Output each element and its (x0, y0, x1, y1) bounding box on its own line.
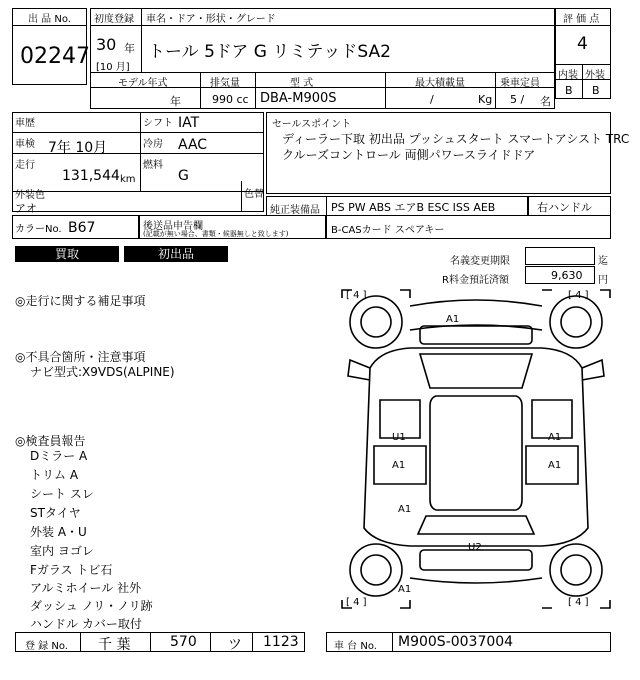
name-change-label: 名義変更期限 (450, 256, 510, 267)
chassis-number: M900S-0037004 (398, 634, 514, 650)
car-damage-diagram (340, 288, 612, 610)
reg-class: 570 (170, 634, 197, 650)
tire-front-left-label: [ 4 ] (346, 290, 367, 301)
inspector-item: STタイヤ (30, 506, 81, 520)
sales-point-line1: ディーラー下取 初出品 プッシュスタート スマートアシスト TRC (282, 132, 630, 146)
divider (255, 72, 256, 109)
lot-label: 出 品 No. (28, 14, 71, 25)
exterior-grade: B (592, 84, 600, 97)
car-name-label: 車名・ドア・形状・グレード (146, 14, 276, 25)
first-reg-label: 初度登録 (94, 14, 134, 25)
exterior-label: 外装 (585, 70, 605, 81)
fuel: G (178, 168, 189, 184)
max-load-label: 最大積載量 (415, 78, 465, 89)
mileage-label: 走行 (15, 160, 35, 171)
shift-label: シフト (143, 118, 173, 129)
model-year-label: モデル年式 (118, 78, 168, 89)
inspector-title: ◎検査員報告 (15, 434, 86, 448)
ac: AAC (178, 137, 208, 153)
damage-mark: A1 (398, 504, 412, 515)
name-change-unit: 迄 (598, 256, 608, 267)
recycle-label: R料金預託済額 (442, 275, 509, 286)
color-label: 外装色 (15, 190, 45, 201)
inspector-item: Dミラー A (30, 449, 88, 463)
divider (12, 191, 264, 192)
mileage-unit: km (120, 174, 136, 185)
sales-point-line2: クルーズコントロール 両側パワースライドドア (282, 148, 536, 162)
tire-front-right-label: [ 4 ] (568, 290, 589, 301)
divider (385, 72, 386, 109)
capacity-label: 乗車定員 (500, 78, 540, 89)
divider (392, 632, 393, 652)
divider (495, 72, 496, 109)
handle: 右ハンドル (537, 201, 592, 214)
model-code: DBA-M900S (260, 91, 337, 106)
equip-list: PS PW ABS エアB ESC ISS AEB (331, 201, 496, 214)
color-no-label: カラーNo. (15, 224, 62, 235)
divider (252, 632, 253, 652)
history-label: 車歴 (15, 118, 35, 129)
mileage: 131,544 (62, 168, 120, 184)
after-note: (記載が無い場合、書類・候器無しと致します) (143, 230, 289, 238)
model-year-unit: 年 (170, 95, 181, 108)
interior-label: 内装 (558, 70, 578, 81)
first-reg-month: [10 月] (96, 62, 130, 73)
shift: IAT (178, 115, 200, 131)
car-name: トール 5ドア G リミテッドSA2 (148, 42, 391, 62)
color: アオ (15, 202, 37, 215)
defect-title: ◎不具合箇所・注意事項 (15, 350, 146, 364)
damage-mark: A1 (398, 584, 412, 595)
damage-mark: A1 (548, 432, 562, 443)
details-block (12, 112, 264, 212)
fuel-label: 燃料 (143, 160, 163, 171)
divider (12, 132, 264, 133)
inspector-item: 外装 A・U (30, 525, 87, 539)
damage-mark: A1 (446, 314, 460, 325)
divider (200, 72, 201, 109)
color-change-label: 色替 (244, 189, 264, 200)
capacity-unit: 名 (540, 95, 551, 108)
tire-rear-left-label: [ 4 ] (346, 597, 367, 608)
inspection-label: 車検 (15, 139, 35, 150)
sales-point-label: セールスポイント (272, 119, 352, 130)
ac-label: 冷房 (143, 139, 163, 150)
damage-mark: A1 (392, 460, 406, 471)
damage-mark: U2 (468, 542, 482, 553)
lot-number: 02247 (20, 44, 90, 69)
extra-equip: B-CASカード スペアキー (331, 225, 445, 236)
inspector-item: 室内 ヨゴレ (30, 544, 94, 558)
divider (241, 181, 242, 212)
chassis-label: 車 台 No. (334, 641, 377, 652)
equip-label: 純正装備品 (270, 205, 320, 216)
damage-mark: A1 (548, 460, 562, 471)
model-label: 型 式 (290, 78, 314, 89)
damage-mark: U1 (392, 432, 406, 443)
color-no: B67 (68, 220, 96, 236)
capacity: 5 / (510, 93, 525, 106)
max-load: / (430, 93, 434, 106)
recycle-value: 9,630 (551, 269, 583, 282)
inspection: 7年 10月 (48, 140, 108, 156)
eval-label: 評 価 点 (563, 14, 600, 25)
inspector-item: ハンドル カバー取付 (30, 617, 142, 631)
recycle-unit: 円 (598, 275, 608, 286)
divider (80, 632, 81, 652)
displacement-label: 排気量 (210, 78, 240, 89)
name-change-value-cell (525, 247, 595, 265)
defect-line: ナビ型式:X9VDS(ALPINE) (30, 365, 175, 379)
displacement: 990 cc (212, 93, 249, 106)
supplement-title: ◎走行に関する補足事項 (15, 294, 146, 308)
inspector-item: トリム A (30, 468, 79, 482)
after-label: 後送品申告欄 (143, 221, 203, 232)
inspector-item: Fガラス トビ石 (30, 563, 113, 577)
tire-rear-right-label: [ 4 ] (568, 597, 589, 608)
buy-badge: 買取 (15, 246, 119, 262)
reg-kana: ツ (228, 637, 242, 653)
interior-grade: B (565, 84, 573, 97)
inspector-item: ダッシュ ノリ・ノリ跡 (30, 599, 153, 613)
first-reg-year-unit: 年 (124, 42, 135, 55)
divider (140, 112, 141, 192)
inspector-item: シート スレ (30, 487, 94, 501)
reg-number: 1123 (263, 634, 299, 650)
first-reg-year: 30 (96, 35, 117, 54)
eval-score: 4 (577, 34, 588, 54)
inspector-item: アルミホイール 社外 (30, 581, 142, 595)
reg-label: 登 録 No. (25, 641, 68, 652)
first-listing-badge: 初出品 (124, 246, 228, 262)
divider (210, 632, 211, 652)
reg-region: 千 葉 (98, 637, 131, 653)
max-load-unit: Kg (478, 93, 493, 106)
divider (150, 632, 151, 652)
